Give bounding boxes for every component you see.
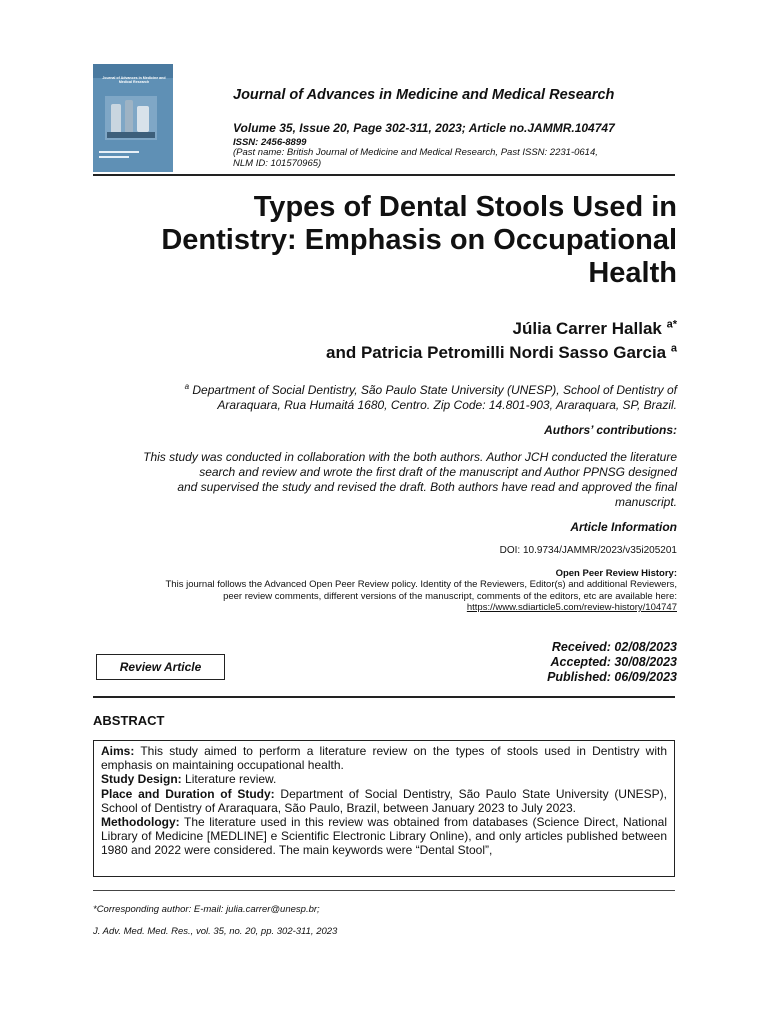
received-date: Received: 02/08/2023 [551, 640, 677, 654]
author-1 [77, 317, 677, 341]
abstract-box [93, 740, 675, 877]
abstract-methodology [101, 815, 667, 858]
affiliation-marker: a [184, 382, 190, 391]
aims-label: Aims: [101, 744, 135, 758]
design-text: Literature review. [185, 772, 277, 787]
peer-review-text [77, 579, 677, 614]
past-name [233, 147, 653, 169]
affiliation [117, 379, 677, 413]
author-list [77, 317, 677, 365]
affiliation-text-1: Department of Social Dentistry, São Paulo State University (UNESP), School of Dentistry of [192, 383, 677, 397]
issn: ISSN: 2456-8899 [233, 137, 307, 148]
doi: DOI: 10.9734/JAMMR/2023/v35i205201 [499, 545, 677, 556]
contributions-line-4: manuscript. [614, 495, 677, 509]
author-1-name: Júlia Carrer Hallak [512, 319, 662, 338]
place-text: Department of Social Dentistry, São Paulo State University (UNESP), School of Dentistry of Araraquara, São Paulo, Brazil, between January 2023 to July 2023. [101, 786, 667, 815]
citation: J. Adv. Med. Med. Res., vol. 35, no. 20, pp. 302-311, 2023 [93, 926, 338, 937]
contributions-line-3: and supervised the study and revised the draft. Both authors have read and approved the final [177, 480, 677, 494]
article-info-heading: Article Information [570, 520, 677, 534]
author-2-name: and Patricia Petromilli Nordi Sasso Garcia [326, 343, 667, 362]
journal-name: Journal of Advances in Medicine and Medical Research [233, 87, 615, 103]
abstract-design [101, 772, 667, 786]
publication-dates [547, 640, 677, 685]
title-line-2: Dentistry: Emphasis on Occupational [161, 224, 677, 256]
author-2-marker: a [670, 342, 677, 355]
cover-title: Journal of Advances in Medicine and Medical Research [102, 76, 166, 85]
published-date: Published: 06/09/2023 [547, 670, 677, 684]
peer-review-line-1: This journal follows the Advanced Open Peer Review policy. Identity of the Reviewers, Editor(s) and additional Reviewers, [165, 579, 677, 590]
author-1-marker: a* [666, 318, 677, 331]
abstract-heading: ABSTRACT [93, 713, 165, 728]
corresponding-author: *Corresponding author: E-mail: julia.carrer@unesp.br; [93, 904, 320, 915]
methodology-text: The literature used in this review was obtained from databases (Science Direct, National Library of Medicine [MEDLINE] e Scientific Electronic Library Online), and only articles published between 1980 and 2022 were considered. The main keywords were “Dental Stool”, [101, 815, 667, 858]
design-label: Study Design: [101, 772, 182, 787]
place-label: Place and Duration of Study: [101, 786, 275, 801]
past-name-line-2: NLM ID: 101570965) [233, 158, 322, 169]
microscope-icon [105, 96, 157, 140]
dates-rule [93, 696, 675, 698]
aims-text: This study aimed to perform a literature review on the types of stools used in Dentistry with emphasis on maintaining occupational health. [101, 744, 667, 773]
peer-review-line-2: peer review comments, different versions of the manuscript, comments of the editors, etc are available here: [223, 590, 677, 602]
affiliation-line-1 [117, 379, 677, 398]
abstract-aims [101, 744, 667, 772]
contributions-line-1: This study was conducted in collaboration with the both authors. Author JCH conducted the literature [143, 450, 677, 464]
affiliation-line-2: Araraquara, Rua Humaitá 1680, Centro. Zip Code: 14.801-903, Araraquara, SP, Brazil. [217, 398, 677, 412]
abstract-place [101, 787, 667, 815]
header-rule [93, 174, 675, 176]
accepted-date: Accepted: 30/08/2023 [550, 655, 677, 669]
footnote-rule [93, 890, 675, 891]
methodology-label: Methodology: [101, 815, 180, 830]
peer-review-heading: Open Peer Review History: [555, 568, 677, 579]
volume-info: Volume 35, Issue 20, Page 302-311, 2023; Article no.JAMMR.104747 [233, 121, 615, 135]
article-type-badge: Review Article [96, 654, 225, 680]
title-line-3: Health [588, 257, 677, 289]
contributions-line-2: search and review and wrote the first draft of the manuscript and Author PPNSG designed [199, 465, 677, 479]
article-title [77, 191, 677, 290]
title-line-1: Types of Dental Stools Used in [253, 191, 677, 223]
contributions-text [77, 450, 677, 510]
journal-cover-image [93, 64, 173, 172]
contributions-heading: Authors’ contributions: [544, 423, 677, 437]
author-2 [77, 341, 677, 365]
peer-review-link[interactable]: https://www.sdiarticle5.com/review-history/104747 [466, 602, 677, 613]
cover-footer [99, 150, 145, 164]
past-name-line-1: (Past name: British Journal of Medicine and Medical Research, Past ISSN: 2231-0614, [233, 147, 598, 158]
